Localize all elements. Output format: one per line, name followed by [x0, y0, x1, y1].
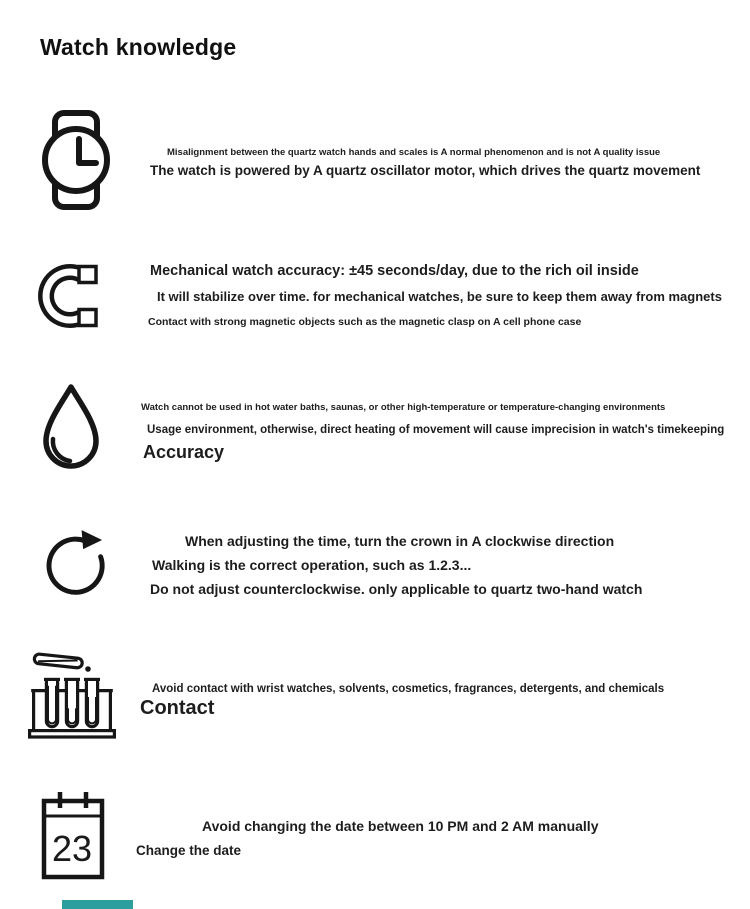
calendar-icon	[36, 787, 110, 885]
quartz-misalignment-note: Misalignment between the quartz watch hands and scales is A normal phenomenon and is not A quality issue	[167, 147, 661, 158]
water-drop-icon	[36, 381, 106, 481]
magnetic-clasp-note: Contact with strong magnetic objects such as the magnetic clasp on A cell phone case	[148, 316, 582, 328]
test-tubes-icon	[28, 640, 116, 746]
accuracy-heading: Accuracy	[143, 442, 225, 462]
accent-bar	[62, 900, 133, 909]
clockwise-arrow-icon	[36, 517, 112, 607]
wristwatch-icon	[38, 108, 114, 212]
walking-operation-text: Walking is the correct operation, such as 1.2.3...	[152, 557, 472, 573]
crown-clockwise-text: When adjusting the time, turn the crown in A clockwise direction	[185, 533, 615, 549]
magnet-warning-text: It will stabilize over time. for mechanical watches, be sure to keep them away from magnets	[157, 289, 722, 304]
magnet-icon	[34, 261, 112, 331]
counterclockwise-warning-text: Do not adjust counterclockwise. only applicable to quartz two-hand watch	[150, 581, 643, 597]
usage-environment-text: Usage environment, otherwise, direct heating of movement will cause imprecision in watch's timekeeping	[147, 424, 725, 436]
contact-heading: Contact	[140, 697, 215, 719]
mechanical-accuracy-text: Mechanical watch accuracy: ±45 seconds/day, due to the rich oil inside	[150, 263, 639, 279]
change-the-date-text: Change the date	[136, 843, 242, 858]
calendar-day-number: 23	[51, 828, 93, 869]
avoid-date-change-text: Avoid changing the date between 10 PM and 2 AM manually	[202, 818, 599, 834]
avoid-chemicals-text: Avoid contact with wrist watches, solvents, cosmetics, fragrances, detergents, and chemicals	[152, 683, 665, 695]
quartz-movement-text: The watch is powered by A quartz oscillator motor, which drives the quartz movement	[150, 163, 701, 178]
page-title: Watch knowledge	[40, 34, 237, 60]
hot-water-warning-note: Watch cannot be used in hot water baths, saunas, or other high-temperature or temperature-changing environments	[141, 402, 666, 413]
